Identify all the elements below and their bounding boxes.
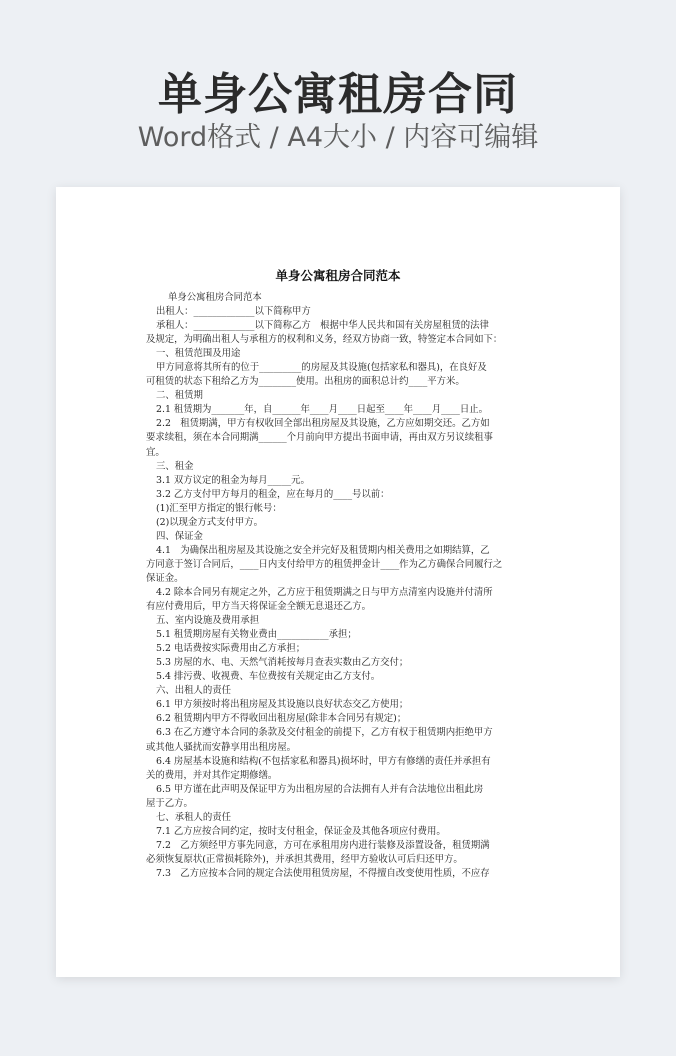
document-line: 七、承租人的责任 <box>156 811 232 823</box>
document-line: 7.2 乙方须经甲方事先同意，方可在承租用房内进行装修及添置设备，租赁期满 <box>156 839 490 851</box>
document-line: 2.2 租赁期满，甲方有权收回全部出租房屋及其设施，乙方应如期交还。乙方如 <box>156 418 490 430</box>
document-line: 6.4 房屋基本设施和结构(不包括家私和器具)损坏时，甲方有修缮的责任并承担有 <box>156 755 491 767</box>
document-title: 单身公寓租房合同范本 <box>275 268 401 283</box>
document-line: 出租人：_____________以下简称甲方 <box>156 306 311 318</box>
document-line: 5.2 电话费按实际费用由乙方承担； <box>156 643 306 655</box>
hero-subtitle: Word格式 / A4大小 / 内容可编辑 <box>137 122 539 153</box>
document-line: 四、保证金 <box>156 530 203 542</box>
document-line: 3.1 双方议定的租金为每月_____元。 <box>156 474 310 486</box>
document-line: 甲方同意将其所有的位于_________的房屋及其设施(包括家私和器具)，在良好及 <box>156 362 487 374</box>
document-line: 必须恢复原状(正常损耗除外)，并承担其费用，经甲方验收认可后归还甲方。 <box>146 853 463 865</box>
document-line: 二、租赁期 <box>156 390 203 402</box>
document-line: 6.3 在乙方遵守本合同的条款及交付租金的前提下，乙方有权于租赁期内拒绝甲方 <box>156 727 493 739</box>
document-line: 6.1 甲方须按时将出租房屋及其设施以良好状态交乙方使用； <box>156 699 409 711</box>
document-line: 2.1 租赁期为_______年，自______年____月____日起至____年____月____日止。 <box>156 404 488 416</box>
document-page <box>56 187 620 977</box>
document-line: 5.4 排污费、收视费、车位费按有关规定由乙方支付。 <box>156 671 381 683</box>
document-line: 六、出租人的责任 <box>156 685 232 697</box>
document-line: 屋于乙方。 <box>146 797 193 809</box>
document-line: 承租人：_____________以下简称乙方 根据中华人民共和国有关房屋租赁的法律 <box>156 320 489 332</box>
document-line: 关的费用，并对其作定期修缮。 <box>146 769 278 781</box>
document-line: 或其他人骚扰而安静享用出租房屋。 <box>146 741 297 753</box>
document-line: 5.3 房屋的水、电、天然气消耗按每月查表实数由乙方交付； <box>156 657 409 669</box>
document-line: 宜。 <box>146 446 165 458</box>
document-line: 方同意于签订合同后，____日内支付给甲方的租赁押金计____作为乙方确保合同履行之 <box>146 558 503 570</box>
document-body <box>146 291 530 881</box>
document-line: 要求续租，须在本合同期满______个月前向甲方提出书面申请，再由双方另议续租事 <box>146 432 493 444</box>
document-line: 单身公寓租房合同范本 <box>168 292 262 303</box>
document-line: 一、租赁范围及用途 <box>156 348 241 360</box>
document-line: 7.3 乙方应按本合同的规定合法使用租赁房屋，不得擅自改变使用性质，不应存 <box>156 867 490 879</box>
hero-title: 单身公寓租房合同 <box>158 69 518 120</box>
document-line: 3.2 乙方支付甲方每月的租金，应在每月的____号以前： <box>156 488 390 500</box>
document-line: 5.1 租赁期房屋有关物业费由___________承担； <box>156 629 357 641</box>
document-line: 6.5 甲方谨在此声明及保证甲方为出租房屋的合法拥有人并有合法地位出租此房 <box>156 783 484 795</box>
document-line: 有应付费用后，甲方当天将保证金全额无息退还乙方。 <box>146 601 372 613</box>
document-line: 三、租金 <box>156 460 194 472</box>
document-line: 及规定，为明确出租人与承租方的权利和义务，经双方协商一致，特签定本合同如下： <box>146 334 503 346</box>
document-line: 可租赁的状态下租给乙方为________使用。出租房的面积总计约____平方米。 <box>146 376 465 388</box>
document-line: 6.2 租赁期内甲方不得收回出租房屋(除非本合同另有规定)； <box>156 713 407 725</box>
document-line: 7.1 乙方应按合同约定，按时支付租金，保证金及其他各项应付费用。 <box>156 825 446 837</box>
document-line: (2)以现金方式支付甲方。 <box>156 516 264 528</box>
document-line: (1)汇至甲方指定的银行帐号： <box>156 502 282 514</box>
document-line: 五、室内设施及费用承担 <box>156 615 260 627</box>
document-line: 4.1 为确保出租房屋及其设施之安全并完好及租赁期内相关费用之如期结算，乙 <box>156 544 490 556</box>
document-line: 4.2 除本合同另有规定之外，乙方应于租赁期满之日与甲方点清室内设施并付清所 <box>156 586 493 598</box>
document-line: 保证金。 <box>146 572 184 584</box>
